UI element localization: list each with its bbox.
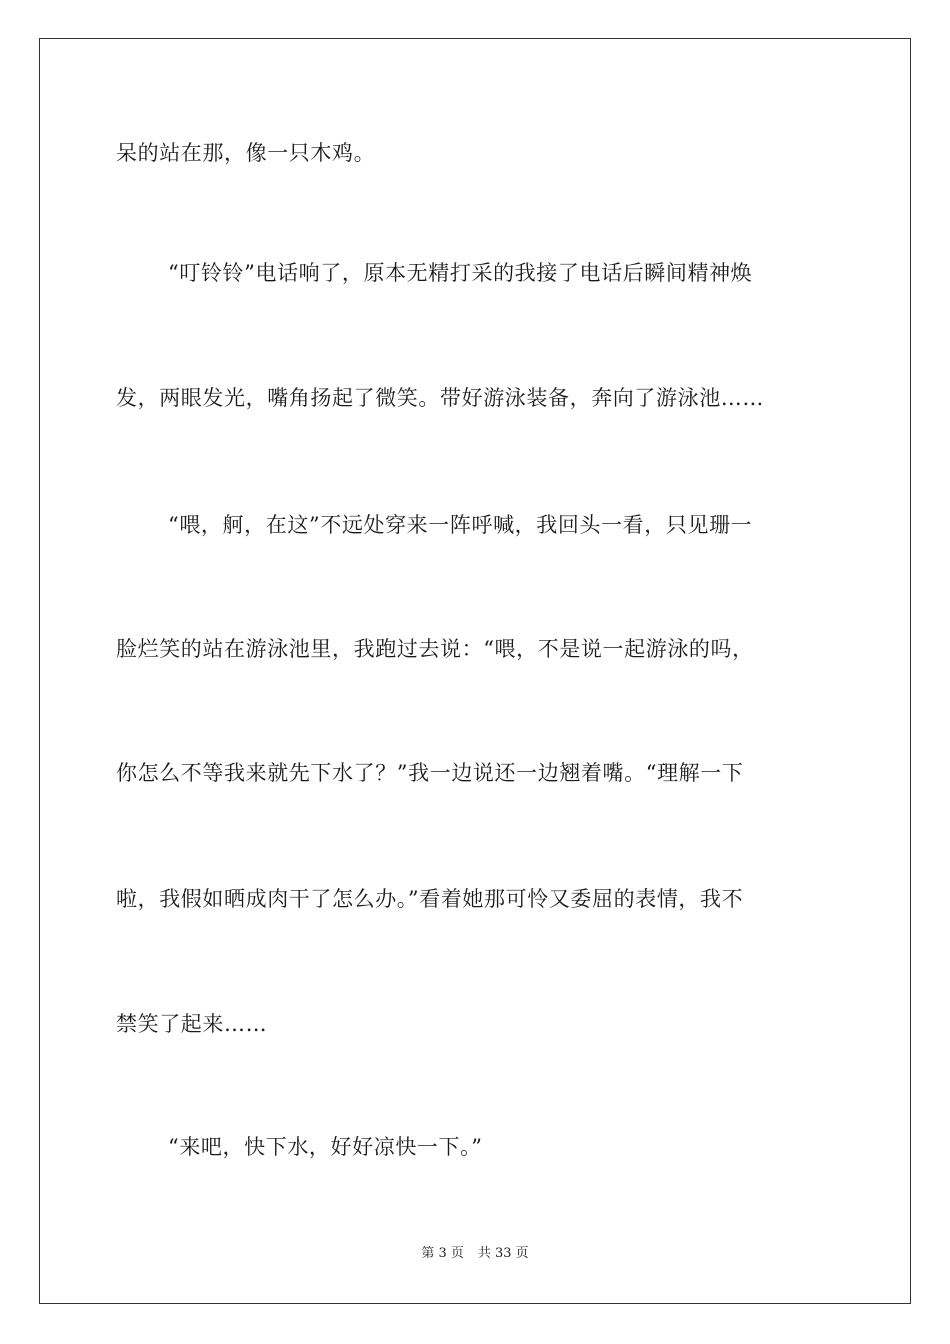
text-line-6: 你怎么不等我来就先下水了？”我一边说还一边翘着嘴。“理解一下 <box>116 761 744 785</box>
text-line-2: “叮铃铃”电话响了，原本无精打采的我接了电话后瞬间精神焕 <box>168 261 753 285</box>
text-line-7: 啦，我假如晒成肉干了怎么办。”看着她那可怜又委屈的表情，我不 <box>116 887 744 911</box>
total-pages: 共 33 页 <box>477 1246 529 1261</box>
page-border <box>39 38 911 1304</box>
text-line-4: “喂，舸，在这”不远处穿来一阵呼喊，我回头一看，只见珊一 <box>168 513 753 537</box>
text-line-8: 禁笑了起来…… <box>116 1012 268 1036</box>
text-line-5: 脸烂笑的站在游泳池里，我跑过去说：“喂，不是说一起游泳的吗， <box>116 637 754 661</box>
page-footer <box>0 1245 950 1263</box>
text-line-3: 发，两眼发光，嘴角扬起了微笑。带好游泳装备，奔向了游泳池…… <box>116 386 764 410</box>
text-line-1: 呆的站在那，像一只木鸡。 <box>116 141 376 165</box>
page-number: 第 3 页 <box>421 1246 464 1261</box>
text-line-9: “来吧，快下水，好好凉快一下。” <box>168 1135 483 1159</box>
